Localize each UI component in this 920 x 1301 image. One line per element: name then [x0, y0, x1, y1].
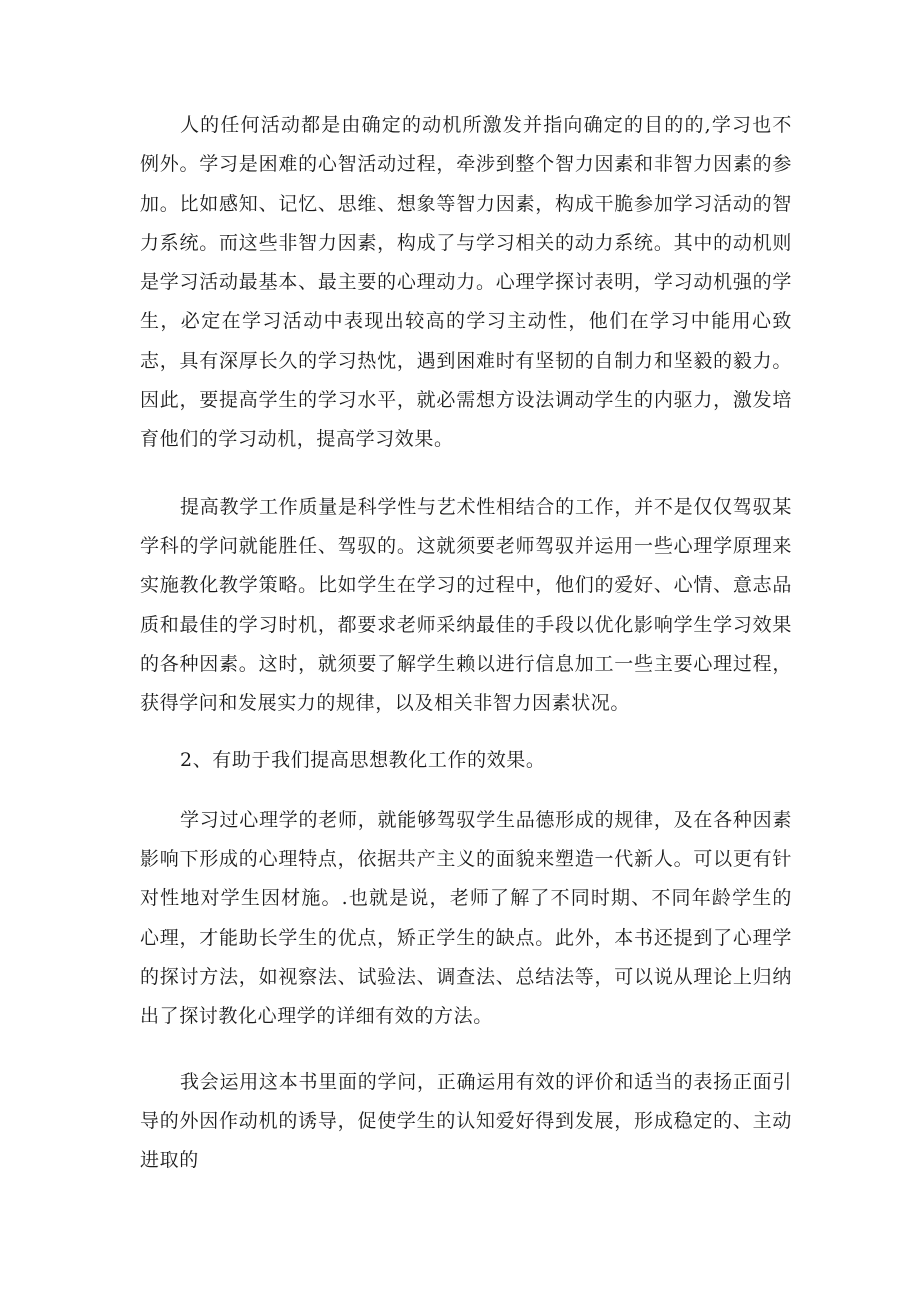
paragraph-moral-development: 学习过心理学的老师，就能够驾驭学生品德形成的规律，及在各种因素影响下形成的心理特点，依据共产主义的面貌来塑造一代新人。可以更有针对性地对学生因材施。.也就是说，老师了解了不同时期、不同年龄学生的心理，才能助长学生的优点，矫正学生的缺点。此外，本书还提到了心理学的探讨方法，如视察法、试验法、调查法、总结法等，可以说从理论上归纳出了探讨教化心理学的详细有效的方法。 — [140, 808, 792, 1028]
paragraph-motivation: 人的任何活动都是由确定的动机所激发并指向确定的目的的,学习也不例外。学习是困难的心智活动过程，牵涉到整个智力因素和非智力因素的参加。比如感知、记忆、思维、想象等智力因素，构成干脆参加学习活动的智力系统。而这些非智力因素，构成了与学习相关的动力系统。其中的动机则是学习活动最基本、最主要的心理动力。心理学探讨表明，学习动机强的学生，必定在学习活动中表现出较高的学习主动性，他们在学习中能用心致志，具有深厚长久的学习热忱，遇到困难时有坚韧的自制力和坚毅的毅力。因此，要提高学生的学习水平，就必需想方设法调动学生的内驱力，激发培育他们的学习动机，提高学习效果。 — [140, 114, 792, 451]
section-heading-ideological-education: 2、有助于我们提高思想教化工作的效果。 — [180, 749, 546, 772]
paragraph-teaching-quality: 提高教学工作质量是科学性与艺术性相结合的工作，并不是仅仅驾驭某学科的学问就能胜任、驾驭的。这就须要老师驾驭并运用一些心理学原理来实施教化教学策略。比如学生在学习的过程中，他们的爱好、心情、意志品质和最佳的学习时机，都要求老师采纳最佳的手段以优化影响学生学习效果的各种因素。这时，就须要了解学生赖以进行信息加工一些主要心理过程，获得学问和发展实力的规律，以及相关非智力因素状况。 — [140, 495, 792, 715]
document-body — [140, 106, 792, 1180]
paragraph-application: 我会运用这本书里面的学问，正确运用有效的评价和适当的表扬正面引导的外因作动机的诱导，促使学生的认知爱好得到发展，形成稳定的、主动进取的 — [140, 1070, 792, 1172]
